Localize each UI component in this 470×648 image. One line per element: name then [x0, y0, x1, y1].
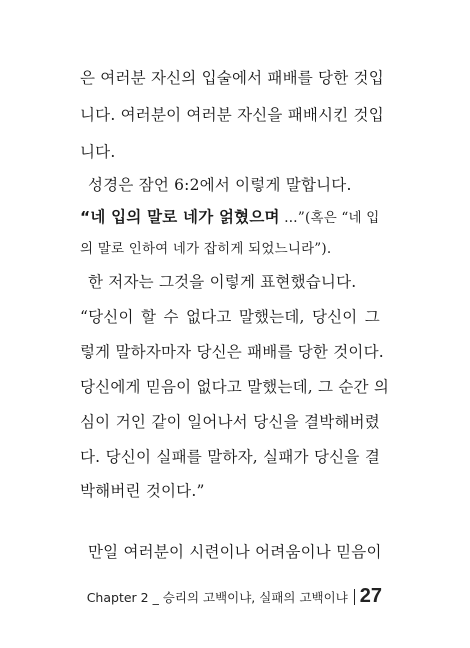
page-footer — [87, 585, 382, 608]
text-line-3: 니다. — [80, 143, 116, 161]
text-line-4: 성경은 잠언 6:2에서 이렇게 말합니다. — [88, 176, 352, 194]
text-line-13: 만일 여러분이 시련이나 어려움이나 믿음이 — [88, 543, 382, 561]
text-line-10: 심이 거인 같이 일어나서 당신을 결박해버렸 — [80, 413, 380, 431]
text-line-9: 당신에게 믿음이 없다고 말했는데, 그 순간 의 — [80, 378, 390, 396]
chapter-title: Chapter 2 _ 승리의 고백이냐, 실패의 고백이냐 — [86, 589, 348, 605]
text-line-1: 은 여러분 자신의 입술에서 패배를 당한 것입 — [80, 69, 384, 87]
text-line-12: 박해버린 것이다.” — [80, 482, 205, 500]
footer-divider — [354, 589, 355, 605]
text-line-8: 렇게 말하자마자 당신은 패배를 당한 것이다. — [80, 343, 384, 361]
quote-bold-text: “네 입의 말로 네가 얽혔으며 — [80, 208, 280, 226]
text-line-7: “당신이 할 수 없다고 말했는데, 당신이 그 — [80, 308, 380, 326]
quote-line — [80, 205, 380, 227]
text-line-5: 의 말로 인하여 네가 잡히게 되었느니라”). — [80, 241, 332, 257]
text-line-6: 한 저자는 그것을 이렇게 표현했습니다. — [88, 273, 357, 291]
text-line-2: 니다. 여러분이 여러분 자신을 패배시킨 것입 — [80, 106, 384, 124]
text-line-11: 다. 당신이 실패를 말하자, 실패가 당신을 결 — [80, 448, 380, 466]
quote-rest-text: …”(혹은 “네 입 — [279, 210, 380, 226]
page-number: 27 — [359, 585, 382, 607]
